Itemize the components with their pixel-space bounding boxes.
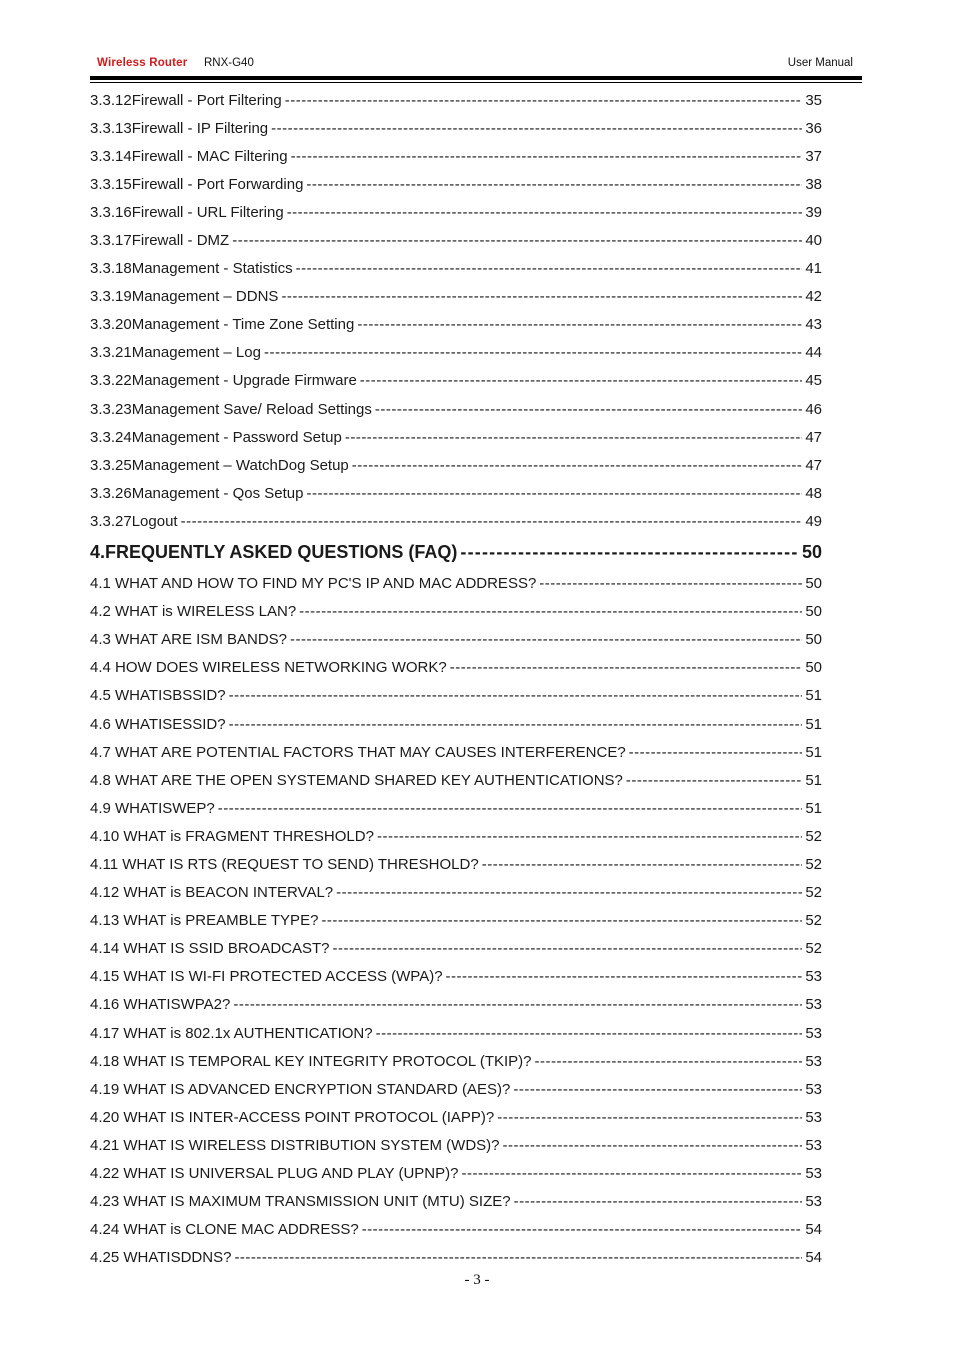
toc-entry-title: 4.12 WHAT is BEACON INTERVAL? — [90, 884, 336, 901]
page-number: - 3 - — [464, 1272, 490, 1288]
toc-entry-page: 52 — [805, 884, 822, 902]
toc-entry-title: 3.3.19Management – DDNS — [90, 288, 281, 305]
toc-entry-title: 4.23 WHAT IS MAXIMUM TRANSMISSION UNIT (MTU) SIZE? — [90, 1193, 514, 1210]
toc-entry-page: 40 — [805, 232, 822, 250]
toc-entry[interactable] — [90, 850, 822, 878]
toc-entry[interactable] — [90, 822, 822, 850]
toc-entry[interactable] — [90, 1103, 822, 1131]
dot-leader — [321, 912, 802, 929]
toc-entry-title: 4.16 WHATISWPA2? — [90, 996, 233, 1013]
toc-entry[interactable] — [90, 283, 822, 311]
toc-entry-title: 4.14 WHAT IS SSID BROADCAST? — [90, 940, 333, 957]
toc-entry-title: 4.13 WHAT is PREAMBLE TYPE? — [90, 912, 321, 929]
toc-entry[interactable] — [90, 479, 822, 507]
toc-entry[interactable] — [90, 1244, 822, 1272]
toc-entry[interactable] — [90, 198, 822, 226]
toc-entry-title: 4.7 WHAT ARE POTENTIAL FACTORS THAT MAY CAUSES INTERFERENCE? — [90, 744, 629, 761]
toc-entry-page: 46 — [805, 400, 822, 418]
dot-leader — [482, 856, 803, 873]
dot-leader — [181, 513, 803, 530]
toc-entry-page: 53 — [805, 968, 822, 986]
toc-entry-title: 3.3.13Firewall - IP Filtering — [90, 120, 271, 137]
toc-entry-title: 3.3.15Firewall - Port Forwarding — [90, 176, 306, 193]
toc-entry[interactable] — [90, 339, 822, 367]
dot-leader — [377, 828, 802, 845]
toc-entry[interactable] — [90, 1075, 822, 1103]
toc-entry-title: 4.21 WHAT IS WIRELESS DISTRIBUTION SYSTEM (WDS)? — [90, 1137, 503, 1154]
toc-entry-title: 4.5 WHATISBSSID? — [90, 687, 229, 704]
toc-entry-page: 39 — [805, 203, 822, 221]
dot-leader — [285, 92, 803, 109]
toc-entry-page: 50 — [805, 575, 822, 593]
dot-leader — [287, 204, 803, 221]
toc-entry[interactable] — [90, 114, 822, 142]
toc-entry-title: 3.3.12Firewall - Port Filtering — [90, 92, 285, 109]
toc-entry-title: 3.3.14Firewall - MAC Filtering — [90, 148, 291, 165]
toc-entry-title: 4.9 WHATISWEP? — [90, 800, 218, 817]
toc-entry-page: 52 — [805, 940, 822, 958]
dot-leader — [229, 687, 803, 704]
toc-entry-title: 4.19 WHAT IS ADVANCED ENCRYPTION STANDARD (AES)? — [90, 1081, 513, 1098]
dot-leader — [233, 996, 802, 1013]
toc-entry[interactable] — [90, 423, 822, 451]
toc-entry-page: 51 — [805, 799, 822, 817]
toc-entry-page: 54 — [805, 1249, 822, 1267]
toc-entry-page: 51 — [805, 715, 822, 733]
toc-entry-title: 3.3.26Management - Qos Setup — [90, 485, 306, 502]
toc-entry-title: 3.3.17Firewall - DMZ — [90, 232, 232, 249]
dot-leader — [232, 232, 802, 249]
dot-leader — [513, 1081, 802, 1098]
dot-leader — [306, 176, 802, 193]
brand-name: Wireless Router — [97, 57, 188, 69]
toc-entry-page: 50 — [805, 659, 822, 677]
toc-entry[interactable] — [90, 451, 822, 479]
toc-entry-page: 36 — [805, 119, 822, 137]
dot-leader — [281, 288, 802, 305]
dot-leader — [535, 1053, 803, 1070]
toc-entry[interactable] — [90, 766, 822, 794]
toc-entry[interactable] — [90, 170, 822, 198]
toc-entry[interactable] — [90, 991, 822, 1019]
toc-entry[interactable] — [90, 738, 822, 766]
toc-entry-title: 4.22 WHAT IS UNIVERSAL PLUG AND PLAY (UPNP)? — [90, 1165, 461, 1182]
toc-entry[interactable] — [90, 710, 822, 738]
dot-leader — [503, 1137, 803, 1154]
toc-entry-page: 41 — [805, 260, 822, 278]
toc-entry-title: 3.3.27Logout — [90, 513, 181, 530]
toc-entry-title: 4.17 WHAT is 802.1x AUTHENTICATION? — [90, 1025, 376, 1042]
toc-entry[interactable] — [90, 1131, 822, 1159]
toc-entry[interactable] — [90, 86, 822, 114]
toc-entry-page: 52 — [805, 855, 822, 873]
toc-entry-page: 53 — [805, 1080, 822, 1098]
toc-entry[interactable] — [90, 907, 822, 935]
toc-entry-title: 3.3.21Management – Log — [90, 344, 264, 361]
toc-entry-title: 4.11 WHAT IS RTS (REQUEST TO SEND) THRESHOLD? — [90, 856, 482, 873]
document-type: User Manual — [787, 57, 853, 69]
toc-entry-title: 3.3.25Management – WatchDog Setup — [90, 457, 352, 474]
dot-leader — [376, 1025, 803, 1042]
toc-entry[interactable] — [90, 879, 822, 907]
toc-entry-page: 53 — [805, 996, 822, 1014]
toc-entry-page: 47 — [805, 428, 822, 446]
toc-entry[interactable] — [90, 654, 822, 682]
dot-leader — [271, 120, 802, 137]
toc-entry-page: 44 — [805, 344, 822, 362]
dot-leader — [333, 940, 803, 957]
toc-entry-title: 4.15 WHAT IS WI-FI PROTECTED ACCESS (WPA)? — [90, 968, 446, 985]
dot-leader — [539, 575, 802, 592]
dot-leader — [360, 372, 803, 389]
toc-entry[interactable] — [90, 142, 822, 170]
dot-leader — [306, 485, 802, 502]
toc-entry-page: 35 — [805, 91, 822, 109]
dot-leader — [234, 1249, 802, 1266]
dot-leader — [296, 260, 803, 277]
dot-leader — [375, 401, 802, 418]
toc-entry-title: 4.1 WHAT AND HOW TO FIND MY PC'S IP AND MAC ADDRESS? — [90, 575, 539, 592]
dot-leader — [446, 968, 803, 985]
toc-entry-title: 4.18 WHAT IS TEMPORAL KEY INTEGRITY PROTOCOL (TKIP)? — [90, 1053, 535, 1070]
toc-entry-page: 49 — [805, 512, 822, 530]
toc-entry-title: 4.2 WHAT is WIRELESS LAN? — [90, 603, 299, 620]
toc-entry[interactable] — [90, 682, 822, 710]
dot-leader — [299, 603, 802, 620]
dot-leader — [345, 429, 802, 446]
toc-entry-page: 54 — [805, 1221, 822, 1239]
toc-entry-title: 3.3.23Management Save/ Reload Settings — [90, 401, 375, 418]
toc-entry-page: 50 — [801, 542, 822, 562]
toc-entry[interactable] — [90, 1047, 822, 1075]
dot-leader — [264, 344, 802, 361]
toc-entry-title: 4.6 WHATISESSID? — [90, 716, 229, 733]
toc-entry-page: 37 — [805, 147, 822, 165]
toc-entry-title: 4.24 WHAT is CLONE MAC ADDRESS? — [90, 1221, 362, 1238]
toc-entry-page: 50 — [805, 631, 822, 649]
toc-entry-title: 4.25 WHATISDDNS? — [90, 1249, 234, 1266]
toc-entry[interactable] — [90, 1159, 822, 1187]
toc-entry[interactable] — [90, 963, 822, 991]
toc-entry[interactable] — [90, 1216, 822, 1244]
toc-entry-page: 47 — [805, 456, 822, 474]
toc-entry-page: 52 — [805, 827, 822, 845]
dot-leader — [460, 542, 799, 563]
toc-entry-title: 4.8 WHAT ARE THE OPEN SYSTEMAND SHARED KEY AUTHENTICATIONS? — [90, 772, 626, 789]
toc-entry[interactable] — [90, 1188, 822, 1216]
page-header — [90, 57, 861, 73]
toc-entry-title: 4.4 HOW DOES WIRELESS NETWORKING WORK? — [90, 659, 450, 676]
toc-entry-page: 52 — [805, 912, 822, 930]
toc-entry-page: 42 — [805, 288, 822, 306]
dot-leader — [514, 1193, 803, 1210]
dot-leader — [450, 659, 803, 676]
dot-leader — [336, 884, 802, 901]
toc-entry[interactable] — [90, 395, 822, 423]
dot-leader — [218, 800, 803, 817]
toc-entry[interactable] — [90, 226, 822, 254]
dot-leader — [461, 1165, 802, 1182]
toc-entry-page: 38 — [805, 175, 822, 193]
dot-leader — [626, 772, 802, 789]
toc-entry[interactable] — [90, 367, 822, 395]
dot-leader — [629, 744, 803, 761]
toc-entry[interactable] — [90, 626, 822, 654]
toc-entry-page: 53 — [805, 1024, 822, 1042]
toc-entry-title: 3.3.16Firewall - URL Filtering — [90, 204, 287, 221]
toc-entry-page: 45 — [805, 372, 822, 390]
toc-heading[interactable] — [90, 536, 822, 570]
toc-entry-page: 51 — [805, 771, 822, 789]
toc-entry-page: 53 — [805, 1136, 822, 1154]
toc-entry[interactable] — [90, 598, 822, 626]
toc-entry-page: 53 — [805, 1052, 822, 1070]
dot-leader — [362, 1221, 803, 1238]
toc-entry-title: 3.3.18Management - Statistics — [90, 260, 296, 277]
table-of-contents — [90, 86, 822, 1272]
toc-entry-page: 43 — [805, 316, 822, 334]
dot-leader — [229, 716, 803, 733]
toc-entry[interactable] — [90, 1019, 822, 1047]
toc-entry-page: 53 — [805, 1165, 822, 1183]
toc-entry-page: 50 — [805, 603, 822, 621]
toc-entry-page: 51 — [805, 687, 822, 705]
toc-entry[interactable] — [90, 570, 822, 598]
toc-entry[interactable] — [90, 255, 822, 283]
header-rule-thick — [90, 76, 862, 80]
dot-leader — [352, 457, 803, 474]
toc-entry-page: 48 — [805, 484, 822, 502]
dot-leader — [497, 1109, 802, 1126]
toc-entry[interactable] — [90, 935, 822, 963]
toc-entry-title: 3.3.24Management - Password Setup — [90, 429, 345, 446]
dot-leader — [357, 316, 802, 333]
toc-entry-title: 4.20 WHAT IS INTER-ACCESS POINT PROTOCOL (IAPP)? — [90, 1109, 497, 1126]
toc-entry-title: 4.3 WHAT ARE ISM BANDS? — [90, 631, 290, 648]
toc-entry-page: 51 — [805, 743, 822, 761]
toc-entry-title: 4.10 WHAT is FRAGMENT THRESHOLD? — [90, 828, 377, 845]
toc-entry[interactable] — [90, 794, 822, 822]
toc-entry-page: 53 — [805, 1193, 822, 1211]
dot-leader — [290, 631, 802, 648]
dot-leader — [291, 148, 803, 165]
toc-entry-title: 4.FREQUENTLY ASKED QUESTIONS (FAQ) — [90, 542, 460, 563]
model-name: RNX-G40 — [204, 57, 254, 69]
toc-entry-title: 3.3.20Management - Time Zone Setting — [90, 316, 357, 333]
toc-entry-page: 53 — [805, 1108, 822, 1126]
toc-entry-title: 3.3.22Management - Upgrade Firmware — [90, 372, 360, 389]
toc-entry[interactable] — [90, 507, 822, 535]
toc-entry[interactable] — [90, 311, 822, 339]
header-rule-thin — [90, 82, 862, 83]
